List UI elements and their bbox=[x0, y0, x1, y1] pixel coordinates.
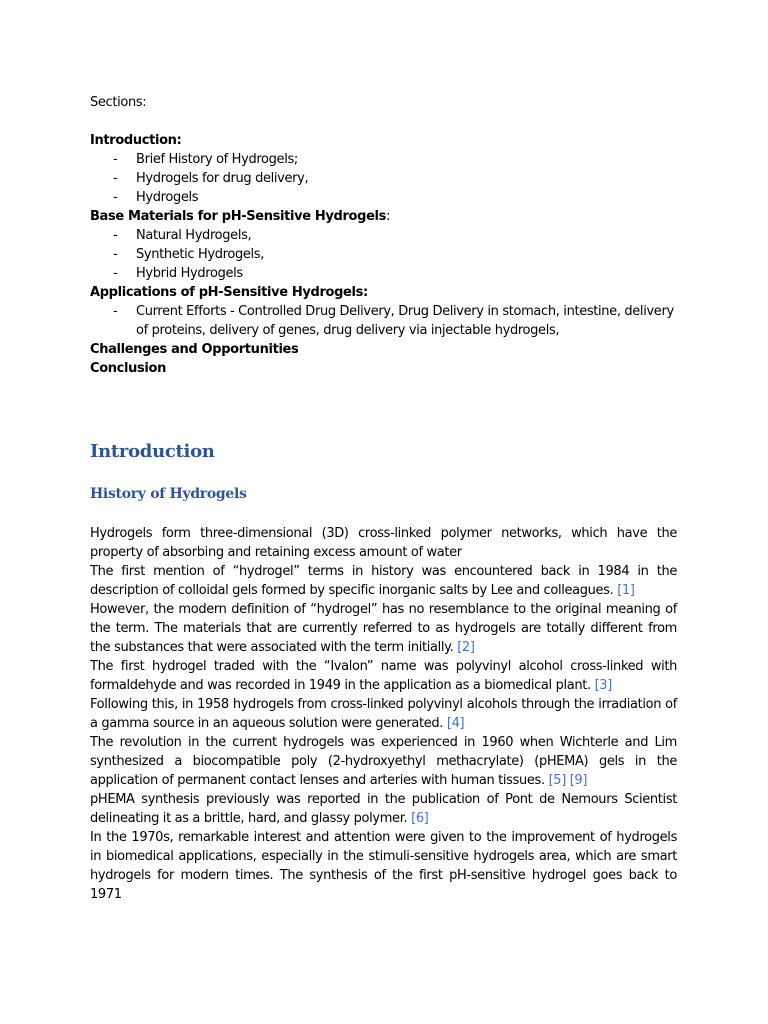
outline-item-text: Brief History of Hydrogels; bbox=[136, 152, 298, 167]
citation-link[interactable]: [3] bbox=[594, 678, 612, 693]
outline-apps-item bbox=[90, 302, 677, 340]
citation-link[interactable]: [5] [9] bbox=[548, 773, 588, 788]
paragraph bbox=[90, 657, 677, 695]
outline-intro-item bbox=[90, 150, 677, 169]
dash-bullet: - bbox=[113, 247, 118, 262]
dash-bullet: - bbox=[113, 190, 118, 205]
outline-base-title: Base Materials for pH-Sensitive Hydrogels bbox=[90, 209, 387, 224]
dash-bullet: - bbox=[113, 304, 118, 319]
outline-intro-item bbox=[90, 188, 677, 207]
paragraph-text: The revolution in the current hydrogels was experienced in 1960 when Wichterle and Lim synthesized a biocompatible poly (2-hydroxyethyl methacrylate) (pHEMA) gels in the application of permanent contact lenses and arteries with human tissues. bbox=[90, 735, 677, 788]
dash-bullet: - bbox=[113, 152, 118, 167]
outline-challenges: Challenges and Opportunities bbox=[90, 342, 299, 357]
outline-intro-item bbox=[90, 169, 677, 188]
paragraph-text: The first mention of “hydrogel” terms in history was encountered back in 1984 in the description of colloidal gels formed by specific inorganic salts by Lee and colleagues. bbox=[90, 564, 677, 598]
paragraph-text: Hydrogels form three-dimensional (3D) cross-linked polymer networks, which have the property of absorbing and retaining excess amount of water bbox=[90, 526, 677, 560]
paragraph-text: However, the modern definition of “hydrogel” has no resemblance to the original meaning of the term. The materials that are currently referred to as hydrogels are totally different from the substances that were associated with the term initially. bbox=[90, 602, 677, 655]
paragraph bbox=[90, 733, 677, 790]
citation-link[interactable]: [1] bbox=[617, 583, 635, 598]
body-text bbox=[90, 524, 677, 904]
paragraph-text: pHEMA synthesis previously was reported in the publication of Pont de Nemours Scientist delineating it as a brittle, hard, and glassy polymer. bbox=[90, 792, 677, 826]
outline-item-text: Hydrogels for drug delivery, bbox=[136, 171, 309, 186]
outline-conclusion: Conclusion bbox=[90, 361, 167, 376]
dash-bullet: - bbox=[113, 266, 118, 281]
heading-introduction: Introduction bbox=[90, 441, 215, 462]
paragraph bbox=[90, 600, 677, 657]
outline-item-text: Hydrogels bbox=[136, 190, 199, 205]
paragraph-text: In the 1970s, remarkable interest and attention were given to the improvement of hydrogels in biomedical applications, especially in the stimuli-sensitive hydrogels area, which are smart hydrogels for modern times. The synthesis of the first pH-sensitive hydrogel goes back to 1971 bbox=[90, 830, 677, 902]
citation-link[interactable]: [2] bbox=[457, 640, 475, 655]
paragraph-text: Following this, in 1958 hydrogels from cross-linked polyvinyl alcohols through the irradiation of a gamma source in an aqueous solution were generated. bbox=[90, 697, 677, 731]
document-page bbox=[90, 93, 677, 904]
paragraph-text: The first hydrogel traded with the “Ivalon” name was polyvinyl alcohol cross-linked with formaldehyde and was recorded in 1949 in the application as a biomedical plant. bbox=[90, 659, 677, 693]
outline-base-item bbox=[90, 226, 677, 245]
paragraph bbox=[90, 790, 677, 828]
paragraph bbox=[90, 562, 677, 600]
outline-item-text: Current Efforts - Controlled Drug Delivery, Drug Delivery in stomach, intestine, delivery of proteins, delivery of genes, drug delivery via injectable hydrogels, bbox=[136, 304, 674, 338]
sections-label: Sections: bbox=[90, 95, 147, 110]
outline-item-text: Hybrid Hydrogels bbox=[136, 266, 243, 281]
dash-bullet: - bbox=[113, 228, 118, 243]
paragraph bbox=[90, 524, 677, 562]
outline-item-text: Synthetic Hydrogels, bbox=[136, 247, 265, 262]
heading-history-of-hydrogels: History of Hydrogels bbox=[90, 486, 247, 502]
dash-bullet: - bbox=[113, 171, 118, 186]
outline-base-suffix: : bbox=[386, 209, 391, 224]
outline-item-text: Natural Hydrogels, bbox=[136, 228, 252, 243]
citation-link[interactable]: [6] bbox=[411, 811, 429, 826]
spacer bbox=[90, 112, 677, 131]
outline-apps-title: Applications of pH-Sensitive Hydrogels: bbox=[90, 285, 368, 300]
paragraph bbox=[90, 828, 677, 904]
citation-link[interactable]: [4] bbox=[446, 716, 465, 731]
paragraph bbox=[90, 695, 677, 733]
outline-base-item bbox=[90, 264, 677, 283]
outline-intro-title: Introduction: bbox=[90, 133, 182, 148]
outline-base-heading bbox=[90, 207, 677, 226]
outline-base-item bbox=[90, 245, 677, 264]
